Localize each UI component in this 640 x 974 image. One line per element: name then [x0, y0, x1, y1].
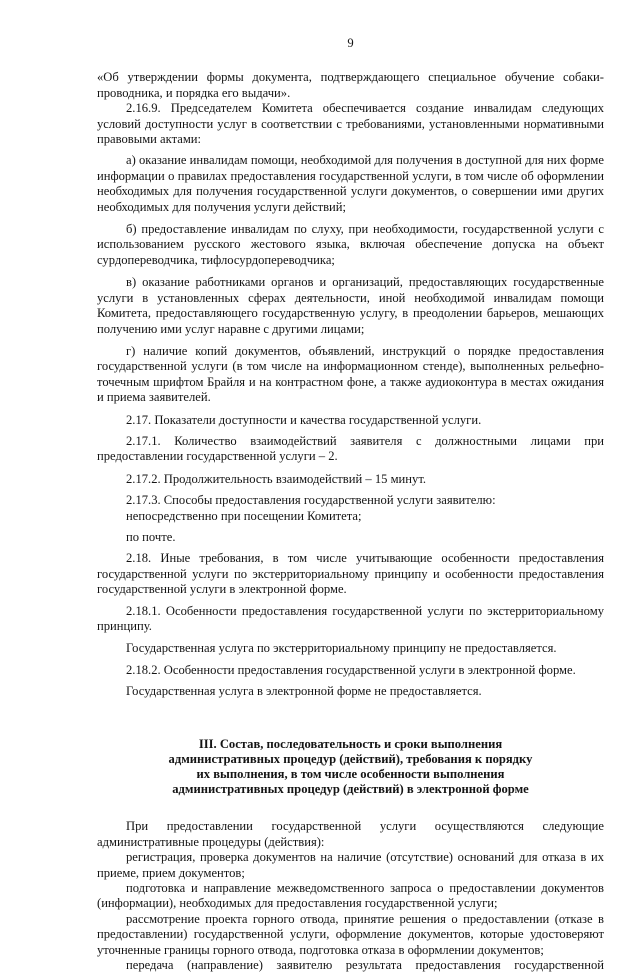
paragraph: 2.18.1. Особенности предоставления государственной услуги по экстерриториальному принципу.	[97, 603, 604, 633]
heading-line: их выполнения, в том числе особенности выполнения	[196, 767, 505, 782]
paragraph: рассмотрение проекта горного отвода, принятие решения о предоставлении (отказе в предоставлении) государственной услуги, оформление документов, которые удостоверяют уточненные границы горного отвода, подготовка отказа в оформлении документов;	[97, 911, 604, 957]
paragraph: в) оказание работниками органов и организаций, предоставляющих государственные услуги в установленных сферах деятельности, иной необходимой инвалидам помощи Комитета, предоставляющего государственную услугу, в преодолении барьеров, мешающих получению ими услуг наравне с другими лицами;	[97, 275, 604, 336]
paragraph: 2.17.3. Способы предоставления государственной услуги заявителю:	[126, 493, 496, 508]
section-heading	[97, 737, 604, 798]
paragraph: 2.18. Иные требования, в том числе учитывающие особенности предоставления государственной услуги по экстерриториальному принципу и особенности предоставления государственной услуги в электронной форме.	[97, 551, 604, 597]
paragraph: г) наличие копий документов, объявлений, инструкций о порядке предоставления государственной услуги (в том числе на информационном стенде), выполненных рельефно-точечным шрифтом Брайля и на контрастном фоне, а также аудиоконтура в местах ожидания и приема заявителей.	[97, 343, 604, 405]
paragraph: по почте.	[126, 529, 176, 544]
paragraph: непосредственно при посещении Комитета;	[126, 508, 362, 523]
heading-line: административных процедур (действий), требования к порядку	[168, 751, 533, 766]
paragraph: 2.17.2. Продолжительность взаимодействий – 15 минут.	[126, 471, 427, 486]
paragraph: б) предоставление инвалидам по слуху, при необходимости, государственной услуги с использованием русского жестового языка, включая обеспечение допуска на объект сурдопереводчика, тифлосурдопереводчика;	[97, 222, 604, 267]
paragraph: подготовка и направление межведомственного запроса о предоставлении документов (информации), необходимых для предоставления государственной услуги;	[97, 881, 604, 911]
heading-line: административных процедур (действий) в электронной форме	[172, 782, 529, 797]
paragraph: «Об утверждении формы документа, подтверждающего специальное обучение собаки-проводника, и порядка его выдачи».	[97, 70, 604, 100]
paragraph: Государственная услуга по экстерриториальному принципу не предоставляется.	[126, 641, 557, 656]
paragraph: регистрация, проверка документов на наличие (отсутствие) оснований для отказа в их приеме, прием документов;	[97, 850, 604, 880]
page-number: 9	[347, 36, 354, 50]
paragraph: передача (направление) заявителю результата предоставления государственной	[126, 958, 604, 973]
paragraph: При предоставлении государственной услуги осуществляются следующие административные процедуры (действия):	[97, 819, 604, 849]
paragraph: 2.18.2. Особенности предоставления государственной услуги в электронной форме.	[126, 662, 576, 677]
paragraph: а) оказание инвалидам помощи, необходимой для получения в доступной для них форме информации о правилах предоставления государственной услуги, в том числе об оформлении необходимых для получения государственной услуги документов, о совершении ими других необходимых для получения услуги действий;	[97, 153, 604, 214]
paragraph: 2.17.1. Количество взаимодействий заявителя с должностными лицами при предоставлении государственной услуги – 2.	[97, 433, 604, 464]
paragraph: Государственная услуга в электронной форме не предоставляется.	[126, 684, 482, 699]
paragraph: 2.17. Показатели доступности и качества государственной услуги.	[126, 412, 482, 427]
heading-line: III. Состав, последовательность и сроки выполнения	[198, 736, 503, 751]
paragraph: 2.16.9. Председателем Комитета обеспечивается создание инвалидам следующих условий доступности услуг в соответствии с требованиями, установленными нормативными правовыми актами:	[97, 101, 604, 147]
